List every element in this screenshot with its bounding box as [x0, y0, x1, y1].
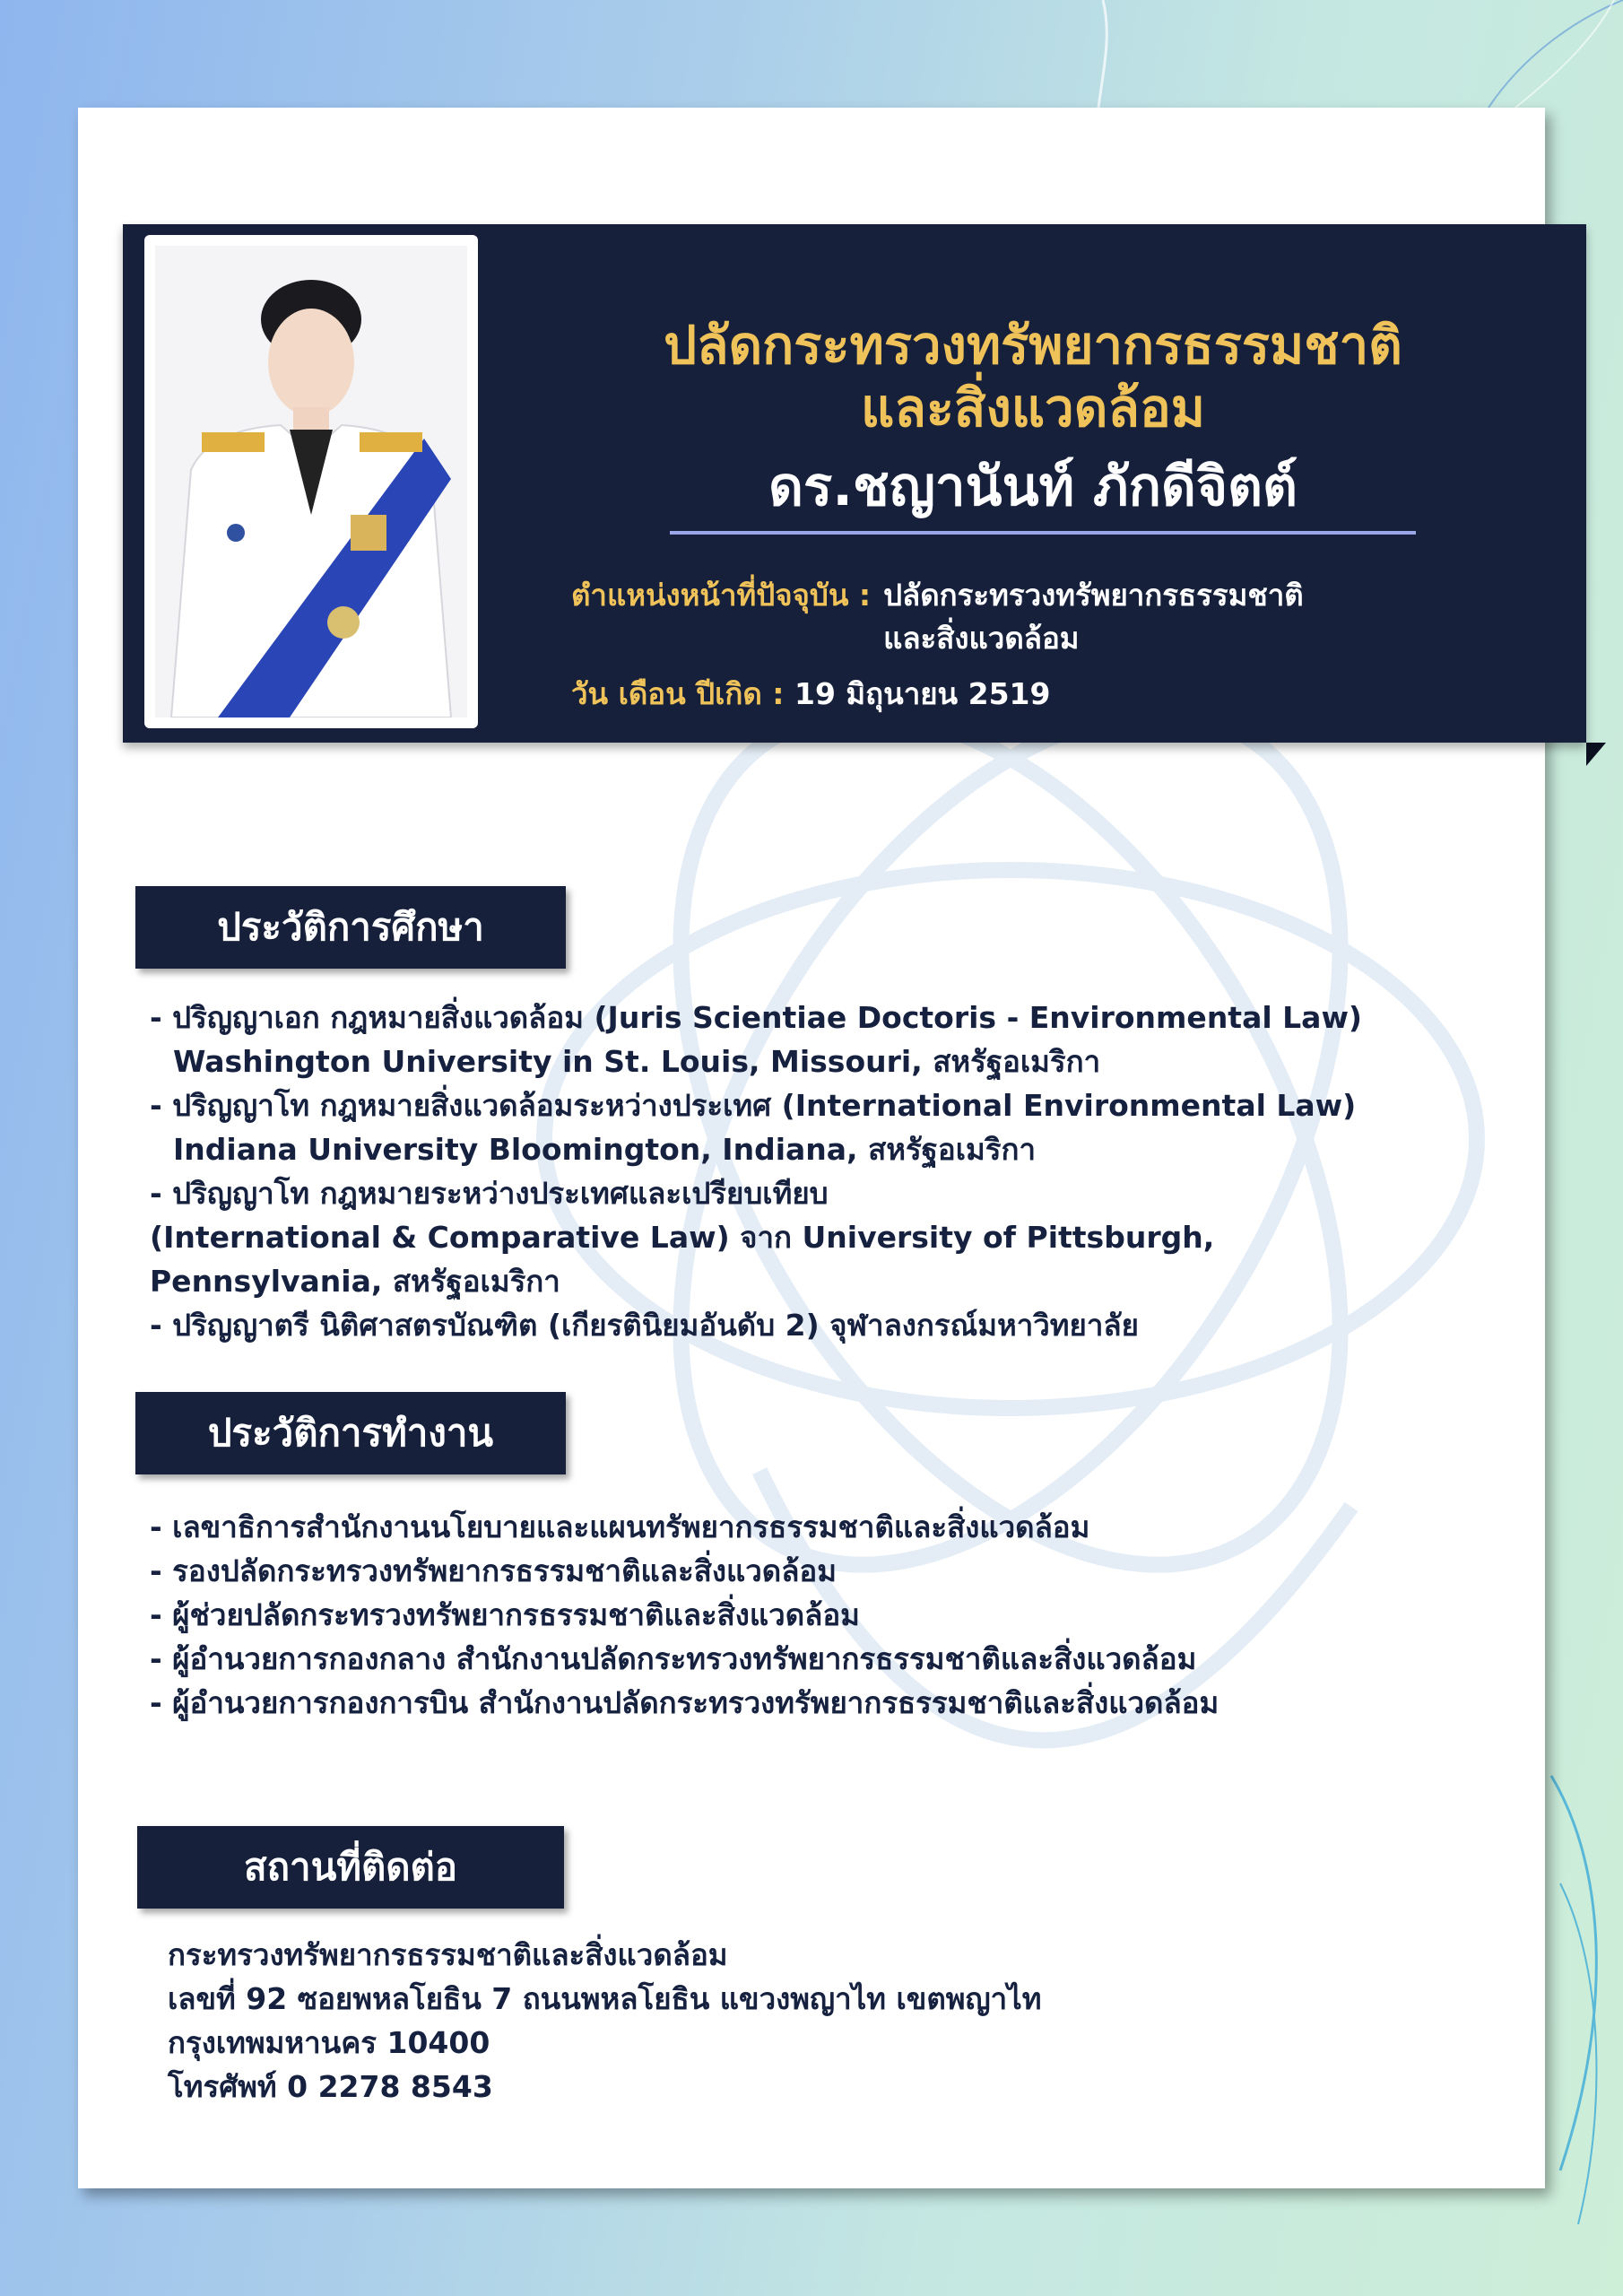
position-value — [883, 574, 1304, 660]
contact-org: กระทรวงทรัพยากรธรรมชาติและสิ่งแวดล้อม — [168, 1937, 728, 1972]
profile-card — [78, 108, 1545, 2188]
title-line-2: และสิ่งแวดล้อม — [860, 378, 1206, 439]
list-item: Pennsylvania, สหรัฐอเมริกา — [150, 1264, 560, 1299]
contact-address: เลขที่ 92 ซอยพหลโยธิน 7 ถนนพหลโยธิน แขวงพญาไท เขตพญาไท — [168, 1981, 1042, 2016]
education-list — [150, 996, 1362, 1347]
list-item: - รองปลัดกระทรวงทรัพยากรธรรมชาติและสิ่งแวดล้อม — [150, 1553, 837, 1588]
position-value-line-1: ปลัดกระทรวงทรัพยากรธรรมชาติ — [883, 578, 1304, 613]
list-item: (International & Comparative Law) จาก University of Pittsburgh, — [150, 1220, 1215, 1255]
contact-heading: สถานที่ติดต่อ — [137, 1826, 564, 1909]
contact-phone: โทรศัพท์ 0 2278 8543 — [168, 2069, 493, 2104]
portrait-frame — [144, 235, 478, 728]
position-row — [571, 574, 1304, 660]
list-item: - ปริญญาโท กฎหมายสิ่งแวดล้อมระหว่างประเทศ (International Environmental Law) — [150, 1088, 1357, 1123]
birth-value: 19 มิถุนายน 2519 — [794, 676, 1051, 711]
list-item: - ผู้อำนวยการกองกลาง สำนักงานปลัดกระทรวงทรัพยากรธรรมชาติและสิ่งแวดล้อม — [150, 1641, 1197, 1676]
person-name: ดร.ชญานันท์ ภักดีจิตต์ — [768, 456, 1298, 518]
position-value-line-2: และสิ่งแวดล้อม — [883, 621, 1080, 656]
list-item: - ผู้ช่วยปลัดกระทรวงทรัพยากรธรรมชาติและสิ่งแวดล้อม — [150, 1597, 860, 1632]
work-heading: ประวัติการทำงาน — [135, 1392, 566, 1474]
page-title — [508, 314, 1558, 439]
contact-city: กรุงเทพมหานคร 10400 — [168, 2025, 490, 2060]
list-item: Washington University in St. Louis, Missouri, สหรัฐอเมริกา — [173, 1044, 1101, 1079]
header-banner — [123, 224, 1586, 743]
position-label: ตำแหน่งหน้าที่ปัจจุบัน : — [571, 578, 872, 613]
list-item: - เลขาธิการสำนักงานนโยบายและแผนทรัพยากรธรรมชาติและสิ่งแวดล้อม — [150, 1509, 1090, 1544]
title-line-1: ปลัดกระทรวงทรัพยากรธรรมชาติ — [664, 315, 1402, 376]
list-item: - ปริญญาโท กฎหมายระหว่างประเทศและเปรียบเทียบ — [150, 1176, 829, 1211]
title-divider — [670, 531, 1416, 535]
work-list — [150, 1505, 1219, 1725]
list-item: Indiana University Bloomington, Indiana, สหรัฐอเมริกา — [173, 1132, 1036, 1167]
list-item: - ผู้อำนวยการกองการบิน สำนักงานปลัดกระทรวงทรัพยากรธรรมชาติและสิ่งแวดล้อม — [150, 1685, 1219, 1720]
contact-block — [168, 1933, 1042, 2109]
list-item: - ปริญญาตรี นิติศาสตรบัณฑิต (เกียรตินิยมอันดับ 2) จุฬาลงกรณ์มหาวิทยาลัย — [150, 1308, 1139, 1343]
list-item: - ปริญญาเอก กฎหมายสิ่งแวดล้อม (Juris Scientiae Doctoris - Environmental Law) — [150, 1000, 1363, 1035]
birth-label: วัน เดือน ปีเกิด : — [571, 676, 785, 711]
portrait-photo — [155, 246, 467, 718]
education-heading: ประวัติการศึกษา — [135, 886, 566, 969]
birth-row — [571, 673, 1050, 716]
banner-fold — [1586, 743, 1606, 766]
